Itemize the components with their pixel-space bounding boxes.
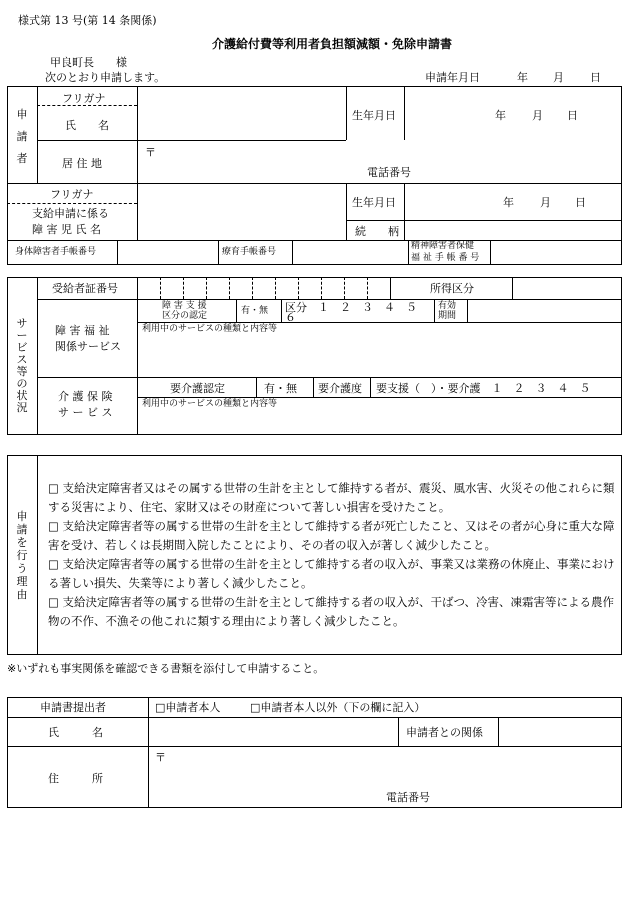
child-birth-month: 月 [540,196,551,209]
child-birth-day: 日 [575,196,586,209]
service-section-label: サービス等の状況 [16,317,28,414]
submitter-relation-label: 申請者との関係 [406,726,483,739]
support-division-scale: 区分 １ ２ ３ ４ ５ [285,301,417,314]
submitter-label: 申請書提出者 [40,701,106,714]
support-division-6: ６ [285,311,296,324]
attachment-note: ※いずれも事実関係を確認できる書類を添付して申請すること。 [7,662,325,675]
reason-item-3: □ 支給決定障害者等の属する世帯の生計を主として維持する者の収入が、事業又は業務の休廃止、事業における著しい損失、失業等により著しく減少したこと。 [48,557,615,590]
submitter-option-self[interactable]: □申請者本人 [155,701,221,714]
applicant-postal-mark: 〒 [145,146,156,159]
submitter-postal-mark: 〒 [155,751,166,764]
care-yes-no: 有・無 [264,382,297,395]
submitter-name-label: 氏 名 [48,726,103,739]
application-date-month: 月 [553,71,564,84]
submitter-option-other[interactable]: □申請者本人以外（下の欄に記入） [250,701,426,714]
care-in-use-label: 利用中のサービスの種類と内容等 [142,399,278,409]
submitter-phone-label: 電話番号 [386,791,430,804]
child-name-label-1: 支給申請に係る [32,207,109,220]
reason-item-1: □ 支給決定障害者又はその属する世帯の生計を主として維持する者が、震災、風水害、火災その他これらに類する災害により、住宅、家財又はその財産について著しい損害を受けたこと。 [48,481,615,514]
reason-item-4: □ 支給決定障害者等の属する世帯の生計を主として維持する者の収入が、干ばつ、冷害、凍霜害等による農作物の不作、不漁その他これに類する理由により著しく減少したこと。 [48,595,615,628]
physical-handbook-label: 身体障害者手帳番号 [15,247,97,257]
mental-handbook-label-1: 精神障害者保健 [411,241,475,251]
applicant-section-label: 申請者 [16,108,28,165]
submitter-address-label: 住 所 [48,772,103,785]
support-cert-label-1: 障 害 支 援 [162,301,207,311]
recipient-number-label: 受給者証番号 [52,282,118,295]
child-relation-label: 続 柄 [355,225,399,238]
application-date-year: 年 [517,71,528,84]
care-level-label: 要介護度 [318,382,362,395]
application-date-label: 申請年月日 [425,71,480,84]
welfare-service-label-1: 障 害 福 祉 [55,324,110,337]
applicant-birth-label: 生年月日 [352,109,396,122]
application-date-day: 日 [590,71,601,84]
page-title: 介護給付費等利用者負担額減額・免除申請書 [212,37,453,51]
care-service-label-1: 介 護 保 険 [58,390,113,403]
support-cert-label-2: 区分の認定 [162,311,208,321]
welfare-in-use-label: 利用中のサービスの種類と内容等 [142,324,278,334]
child-furigana-label: フリガナ [50,188,94,201]
addressee: 甲良町長 様 [50,56,127,69]
reasons-section-label: 申請を行う理由 [16,510,28,601]
child-birth-year: 年 [503,196,514,209]
child-name-label-2: 障 害 児 氏 名 [32,223,101,236]
care-cert-label: 要介護認定 [170,382,225,395]
care-level-scale: 要支援（ ）・要介護 １ ２ ３ ４ ５ [376,382,591,395]
child-birth-label: 生年月日 [352,196,396,209]
support-yes-no: 有・無 [241,306,269,316]
mental-handbook-label-2: 福 祉 手 帳 番 号 [411,253,480,263]
applicant-birth-day: 日 [567,109,578,122]
reason-item-2: □ 支給決定障害者等の属する世帯の生計を主として維持する者が死亡したこと、又はその者が心身に重大な障害を受け、若しくは長期間入院したことにより、その者の収入が著しく減少したこと。 [48,519,615,552]
applicant-address-label: 居 住 地 [62,157,102,170]
care-service-label-2: サ ー ビ ス [58,406,113,419]
form-number: 様式第 13 号(第 14 条関係) [18,14,157,27]
income-class-label: 所得区分 [430,282,474,295]
valid-period-label-1: 有効 [438,301,457,311]
intro-text: 次のとおり申請します。 [45,71,166,84]
applicant-birth-year: 年 [495,109,506,122]
applicant-furigana-label: フリガナ [62,92,106,105]
rehab-handbook-label: 療育手帳番号 [222,247,277,257]
applicant-table [7,86,622,265]
welfare-service-label-2: 関係サービス [55,340,121,353]
valid-period-label-2: 期間 [438,311,457,321]
applicant-name-label: 氏 名 [65,119,109,132]
applicant-birth-month: 月 [532,109,543,122]
applicant-phone-label: 電話番号 [367,166,411,179]
